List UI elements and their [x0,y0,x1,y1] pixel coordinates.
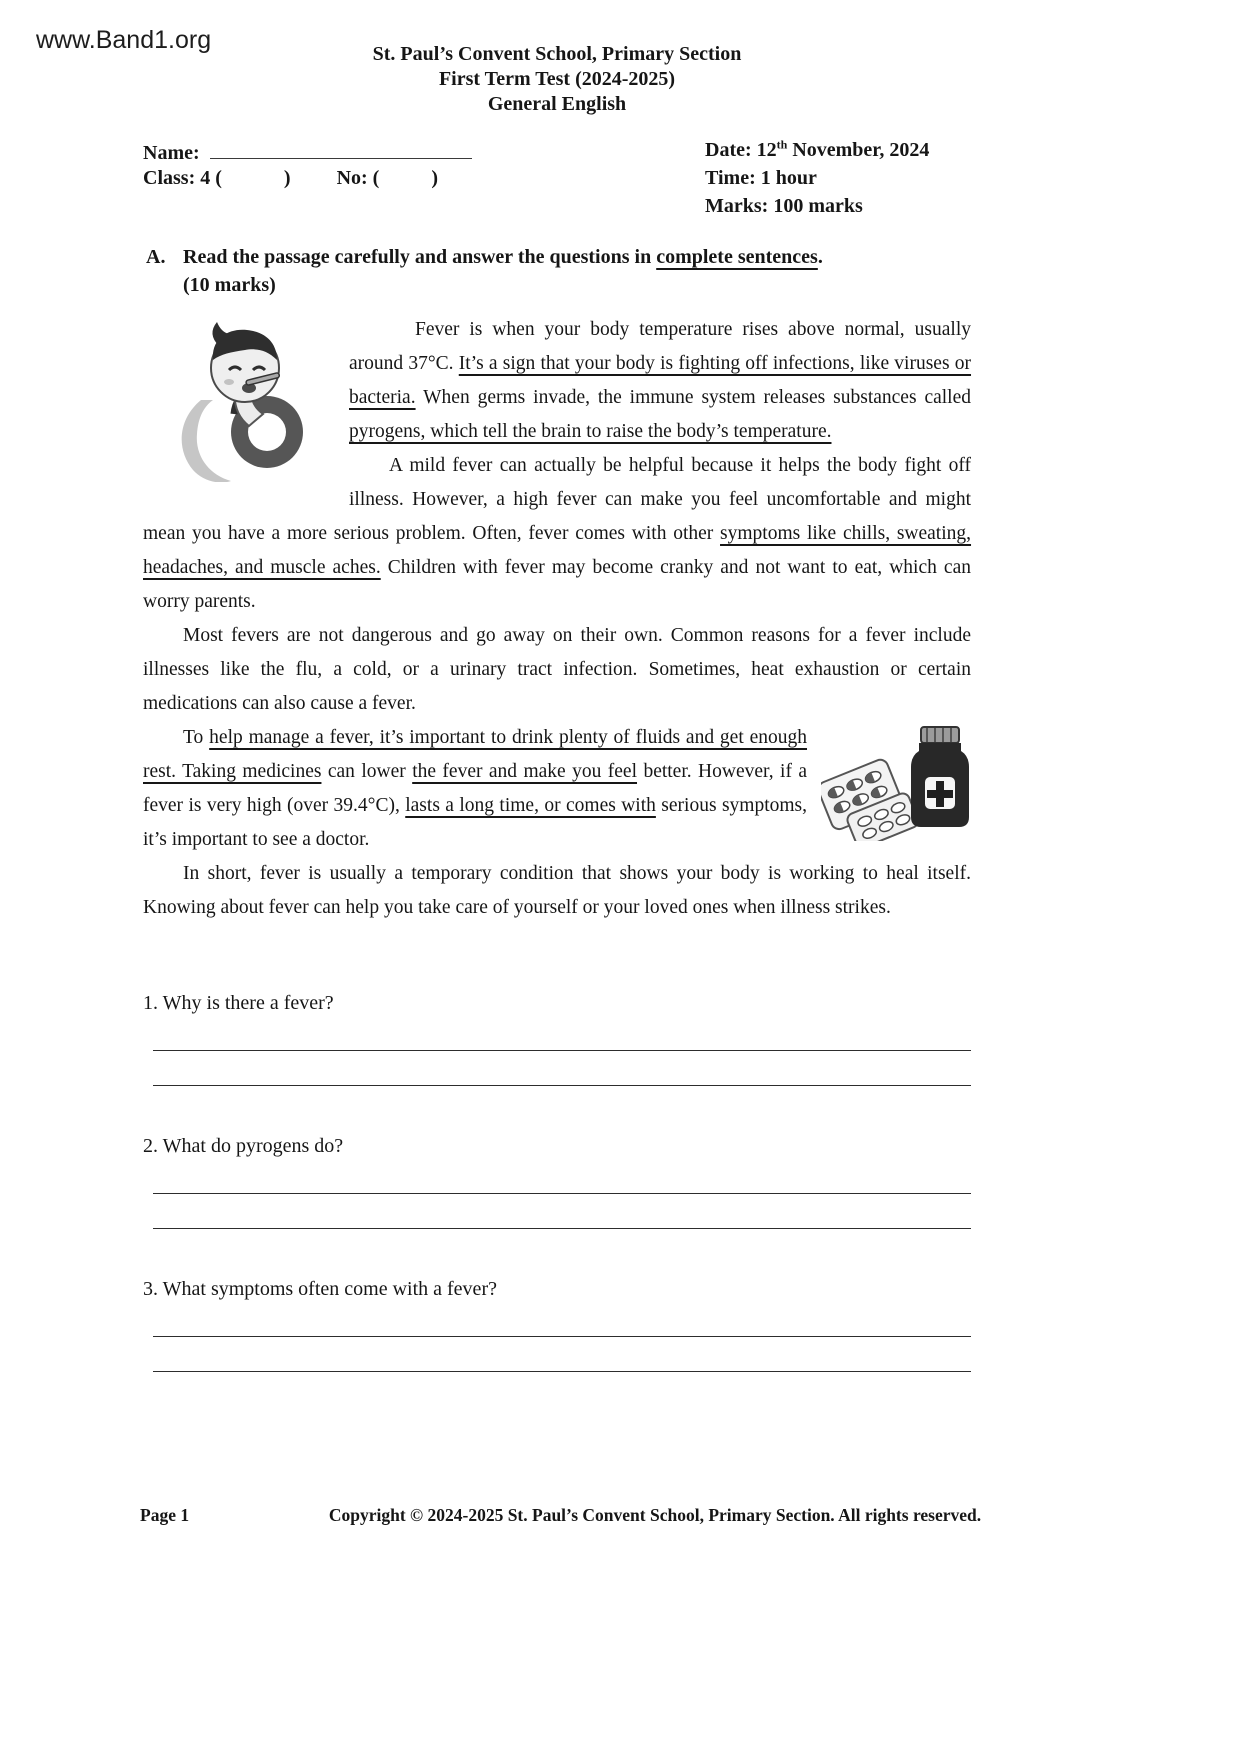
reading-passage [143,313,971,925]
passage-text: A mild fever can actually be helpful because it helps the body fight off illness. However, a high fever can make you feel uncomfortable and might mean you have a more serious problem. Often, fever comes with other [143,455,971,544]
questions-section [143,989,971,1372]
student-info-left [143,139,705,223]
instruction-line [183,243,971,271]
no-close-paren: ) [431,167,438,189]
instruction-period: . [817,246,823,268]
passage-paragraph-3 [143,619,971,721]
answer-line [153,1228,971,1229]
section-a-label: A. [146,246,166,268]
section-a-instruction [143,243,971,299]
date-row [705,139,971,167]
underlined-passage-text: pyrogens, which tell the brain to raise the body’s temperature. [349,421,832,442]
section-a-marks: (10 marks) [183,274,276,296]
passage-paragraph-4 [143,721,971,857]
passage-text: better. However, if a fever is very high (over 39.4°C), [143,761,808,816]
passage-text: To [183,727,204,748]
underlined-passage-text: lasts a long time, or comes with [405,795,656,816]
instruction-text: Read the passage carefully and answer the questions in [183,246,652,268]
name-blank-line [210,139,472,159]
subject-title: General English [487,93,627,115]
underlined-passage-text: It’s a sign that your body is fighting off infections, like viruses or bacteria. [349,353,972,408]
exam-header [143,42,971,117]
question-2-text: 2. What do pyrogens do? [143,1135,344,1157]
marks-row: Marks: 100 marks [705,195,863,217]
watermark-band1: www.Band1.org [36,26,212,54]
answer-line [153,1085,971,1086]
class-close-paren: ) [283,167,291,189]
question-1-text: 1. Why is there a fever? [143,992,334,1014]
no-label: No: ( [336,167,380,189]
passage-text: When germs invade, the immune system releases substances called [423,387,972,408]
school-name: St. Paul’s Convent School, Primary Section [372,43,742,65]
time-row: Time: 1 hour [705,167,817,189]
passage-text: can lower [327,761,406,782]
name-row [143,139,705,167]
medicine-illustration [821,725,971,841]
passage-text: serious symptoms, it’s important to see a doctor. [143,795,807,850]
date-prefix: Date: 12 [705,139,777,161]
sick-child-illustration [171,316,333,482]
page-footer [0,1505,1240,1526]
page-content [143,42,971,1418]
spacer [291,183,337,184]
question-1 [143,989,971,1086]
page-number: Page 1 [140,1505,190,1525]
passage-text: Fever is when your body temperature rises above normal, usually around 37°C. [349,319,971,374]
passage-text: In short, fever is usually a temporary condition that shows your body is working to heal itself. Knowing about fever can help you take care of yourself or your loved ones when illness strikes. [143,863,971,918]
answer-line [153,1050,971,1051]
class-blank [222,183,284,184]
passage-paragraph-5 [143,857,971,925]
copyright-notice: Copyright © 2024-2025 St. Paul’s Convent School, Primary Section. All rights reserved. [328,1505,982,1525]
answer-line [153,1371,971,1372]
question-3 [143,1275,971,1372]
passage-text: Children with fever may become cranky and not want to eat, which can worry parents. [143,557,971,612]
passage-paragraph-1 [143,313,971,449]
date-ordinal: th [776,137,788,152]
underlined-passage-text: the fever and make you feel [412,761,638,782]
question-2 [143,1132,971,1229]
student-info-right [705,139,971,223]
student-info-block [143,139,971,223]
underlined-passage-text: symptoms like chills, sweating, headaches, and muscle aches. [143,523,972,578]
name-label: Name: [143,142,200,164]
no-blank [379,183,431,184]
date-suffix: November, 2024 [792,139,930,161]
passage-text: Most fevers are not dangerous and go away on their own. Common reasons for a fever include illnesses like the flu, a cold, or a urinary tract infection. Sometimes, heat exhaustion or certain medications can also cause a fever. [143,625,971,714]
test-title: First Term Test (2024-2025) [438,68,676,90]
class-no-row [143,167,705,195]
underlined-passage-text: help manage a fever, it’s important to drink plenty of fluids and get enough rest. Taking medicines [143,727,808,782]
answer-line [153,1193,971,1194]
answer-line [153,1336,971,1337]
instruction-underlined-phrase: complete sentences [656,246,818,268]
question-3-text: 3. What symptoms often come with a fever? [143,1278,497,1300]
class-label: Class: 4 ( [143,167,222,189]
